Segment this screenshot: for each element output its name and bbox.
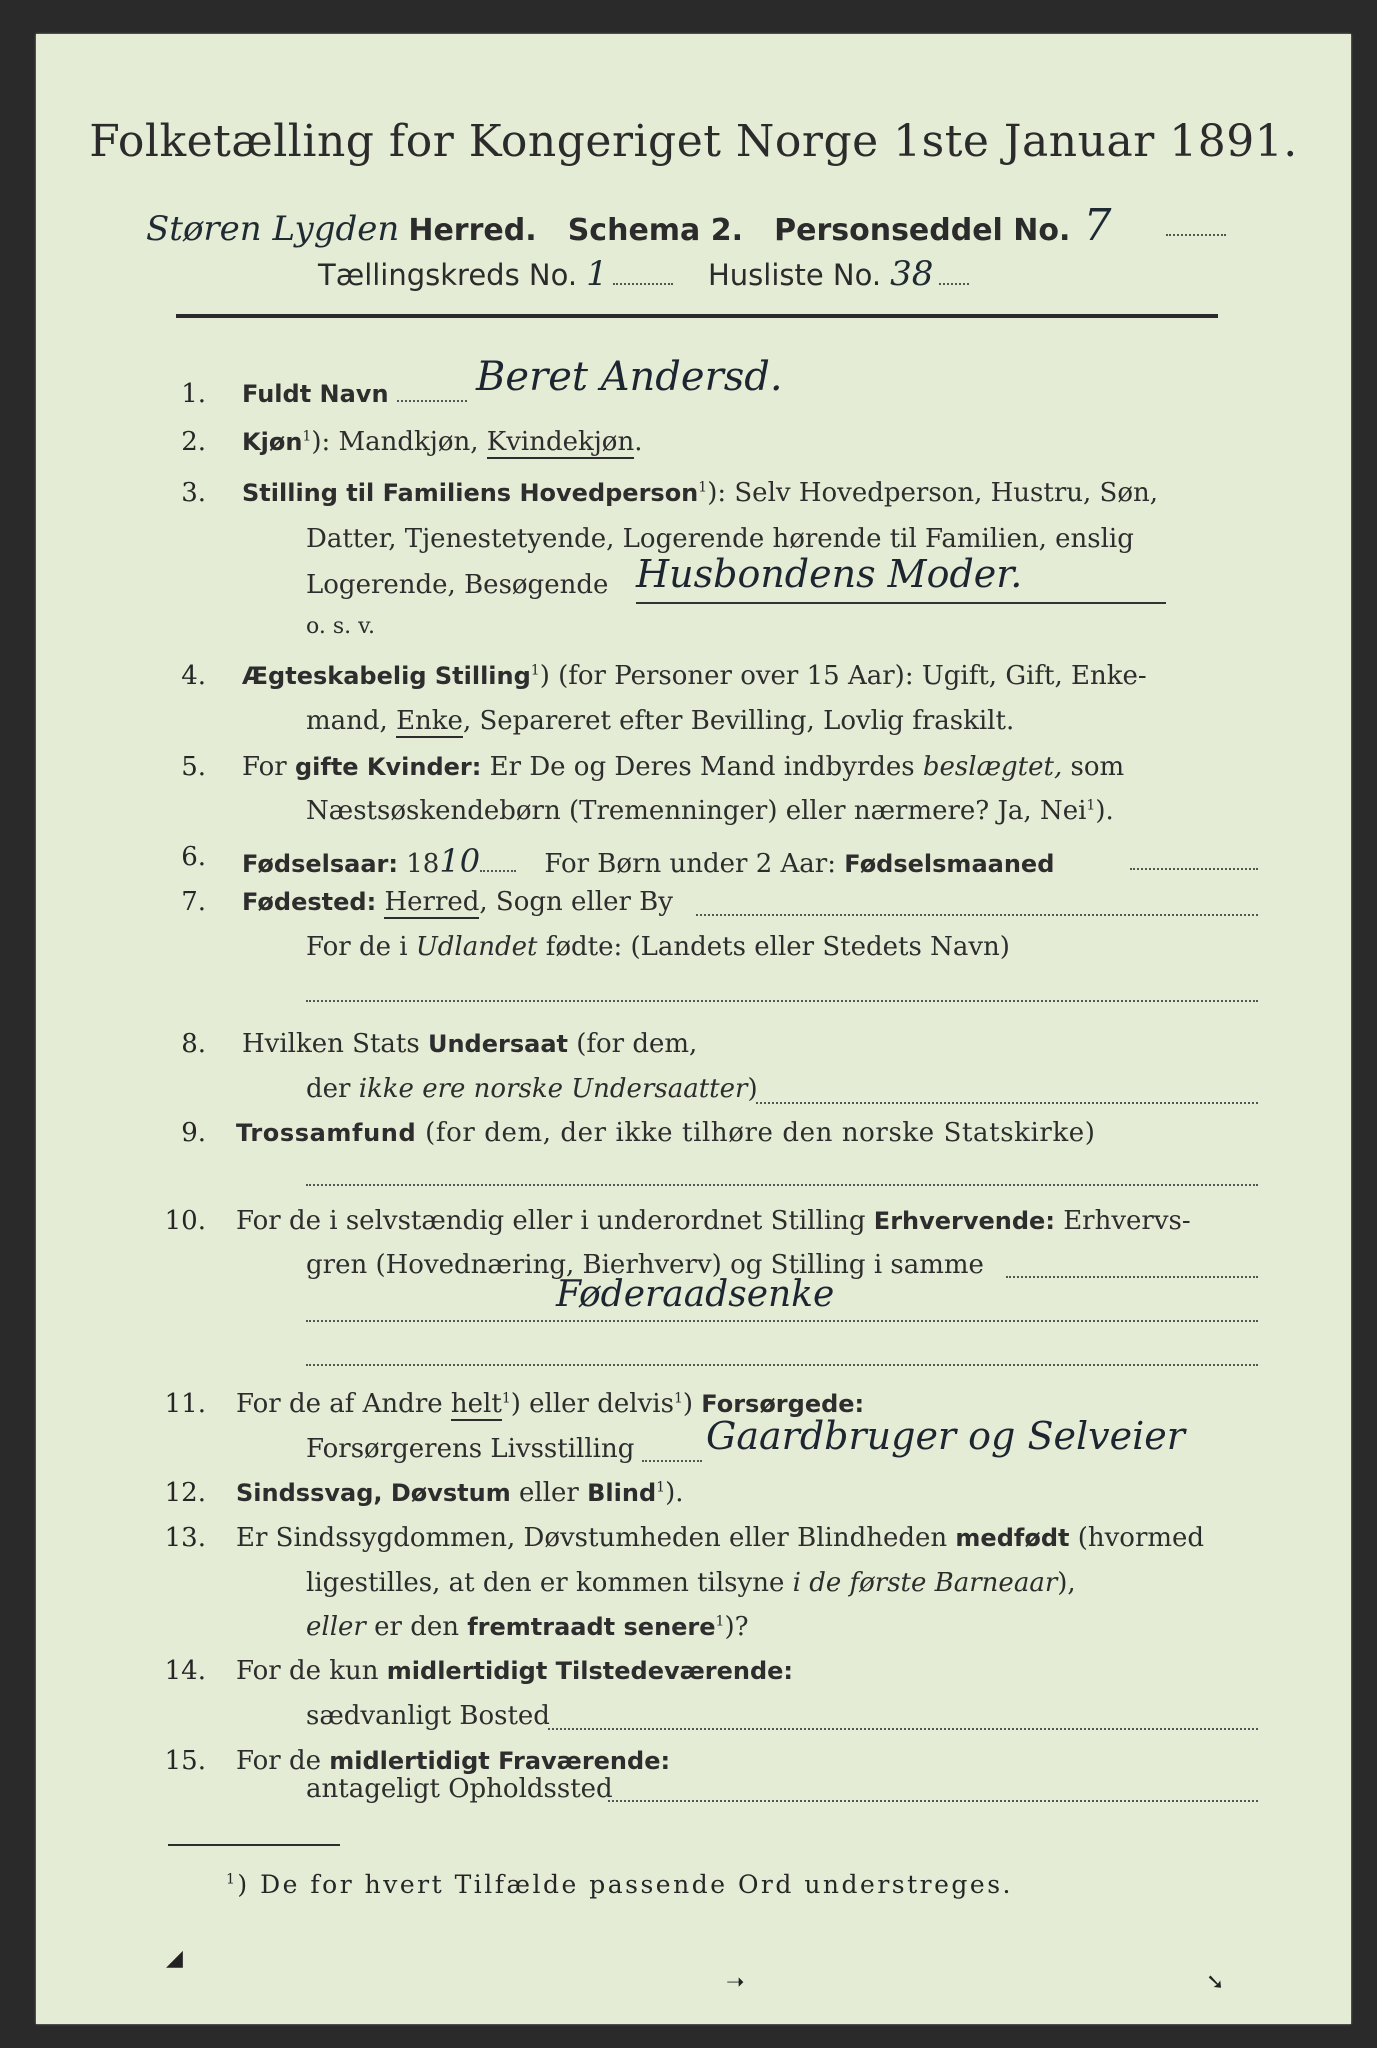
header-rule bbox=[176, 314, 1218, 318]
item-number: 8. bbox=[181, 1029, 206, 1059]
census-form bbox=[36, 34, 1351, 2024]
field-full-name bbox=[242, 379, 467, 409]
birthplace-line2: For de i Udlandet fødte: (Landets eller Stedets Navn) bbox=[306, 932, 1010, 962]
married-women-line2: Næstsøskendebørn (Tremenninger) eller nærmere? Ja, Nei$^1$). bbox=[306, 796, 1114, 826]
dependents-line2: Forsørgerens Livsstilling bbox=[306, 1434, 635, 1464]
header-line-herred bbox=[146, 200, 1112, 251]
footnote-rule bbox=[168, 1844, 340, 1846]
field-congenital: Er Sindssygdommen, Døvstumheden eller Blindheden medfødt (hvormed bbox=[236, 1523, 1205, 1553]
field-disability: Sindssvag, Døvstum eller Blind$^1$). bbox=[236, 1478, 684, 1508]
herred-value: Støren Lygden bbox=[146, 209, 400, 249]
field-marital-status: Ægteskabelig Stilling$^1$) (for Personer over 15 Aar): Ugift, Gift, Enke- bbox=[242, 661, 1147, 691]
pencil-mark: ➘ bbox=[1206, 1970, 1225, 1995]
family-position-underline bbox=[636, 602, 1166, 604]
item-number: 4. bbox=[181, 661, 206, 691]
family-position-line4: o. s. v. bbox=[306, 614, 375, 639]
birth-month-label: Fødselsmaaned bbox=[844, 850, 1055, 878]
religion-label: Trossamfund bbox=[236, 1119, 417, 1147]
birthplace-label: Fødested: bbox=[242, 888, 377, 916]
full-name-label: Fuldt Navn bbox=[242, 380, 389, 408]
provider-occupation-value: Gaardbruger og Selveier bbox=[706, 1414, 1185, 1458]
field-birth-year: Fødselsaar: 1810 For Børn under 2 Aar: Fødselsmaaned bbox=[242, 842, 1055, 880]
disability-label: Sindssvag, Døvstum bbox=[236, 1479, 511, 1507]
temporary-present-line2: sædvanligt Bosted bbox=[306, 1701, 550, 1731]
full-name-value: Beret Andersd. bbox=[476, 354, 783, 400]
item-number: 10. bbox=[164, 1206, 206, 1236]
marital-status-line2: mand, Enke, Separeret efter Bevilling, Lovlig fraskilt. bbox=[306, 706, 1015, 736]
husliste-value: 38 bbox=[890, 254, 934, 294]
schema-label: Schema 2. bbox=[567, 213, 744, 248]
family-position-value: Husbondens Moder. bbox=[636, 552, 1023, 596]
family-position-line3: Logerende, Besøgende bbox=[306, 570, 609, 600]
item-number: 14. bbox=[164, 1656, 206, 1686]
pencil-mark: ➝ bbox=[726, 1970, 745, 1995]
item-number: 12. bbox=[164, 1478, 206, 1508]
marital-status-selected: Enke bbox=[396, 706, 463, 736]
field-citizenship: Hvilken Stats Undersaat (for dem, bbox=[242, 1029, 698, 1059]
family-position-line2: Datter, Tjenestetyende, Logerende hørende til Familien, enslig bbox=[306, 524, 1134, 554]
item-number: 6. bbox=[181, 842, 206, 872]
field-married-women: For gifte Kvinder: Er De og Deres Mand indbyrdes beslægtet, som bbox=[242, 752, 1125, 782]
birthplace-selected: Herred bbox=[384, 887, 480, 917]
item-number: 2. bbox=[181, 427, 206, 457]
item-number: 7. bbox=[181, 887, 206, 917]
form-title: Folketælling for Kongeriget Norge 1ste Januar 1891. bbox=[89, 116, 1298, 167]
header-line-tellingskreds bbox=[318, 254, 969, 294]
occupation-value: Føderaadsenke bbox=[556, 1274, 835, 1315]
temporary-present-label: midlertidigt Tilstedeværende: bbox=[386, 1657, 794, 1685]
footnote: $^1$) De for hvert Tilfælde passende Ord understreges. bbox=[226, 1870, 1013, 1899]
tellingskreds-label: Tællingskreds No. bbox=[318, 258, 578, 292]
field-gender: Kjøn$^1$): Mandkjøn, Kvindekjøn. bbox=[242, 427, 643, 457]
husliste-label: Husliste No. bbox=[707, 258, 882, 292]
dependents-selected: helt bbox=[450, 1389, 502, 1419]
item-number: 9. bbox=[181, 1118, 206, 1148]
field-occupation: For de i selvstændig eller i underordnet Stilling Erhvervende: Erhvervs- bbox=[236, 1206, 1191, 1236]
personseddel-label: Personseddel No. bbox=[774, 213, 1071, 248]
item-number: 11. bbox=[164, 1389, 206, 1419]
herred-label: Herred. bbox=[408, 213, 537, 248]
personseddel-value: 7 bbox=[1083, 200, 1112, 251]
congenital-line2: ligestilles, at den er kommen tilsyne i de første Barneaar), bbox=[306, 1568, 1076, 1598]
field-dependents: For de af Andre helt$^1$) eller delvis$^1$) Forsørgede: bbox=[236, 1389, 865, 1419]
occupation-line2: gren (Hovednæring, Bierhverv) og Stilling i samme bbox=[306, 1250, 984, 1280]
field-temporary-absent: For de midlertidigt Fraværende: bbox=[236, 1746, 671, 1776]
birth-year-label: Fødselsaar: bbox=[242, 850, 398, 878]
gender-label: Kjøn bbox=[242, 428, 303, 456]
marital-status-label: Ægteskabelig Stilling bbox=[242, 662, 531, 690]
temporary-absent-line2: antageligt Opholdssted bbox=[306, 1774, 613, 1804]
field-family-position: Stilling til Familiens Hovedperson$^1$): Selv Hovedperson, Hustru, Søn, bbox=[242, 478, 1159, 508]
item-number: 13. bbox=[164, 1523, 206, 1553]
married-women-label: gifte Kvinder: bbox=[294, 753, 482, 781]
item-number: 15. bbox=[164, 1746, 206, 1776]
gender-selected: Kvindekjøn bbox=[486, 427, 635, 457]
citizenship-label: Undersaat bbox=[427, 1030, 568, 1058]
pencil-mark: ◢ bbox=[166, 1946, 183, 1971]
citizenship-line2: der ikke ere norske Undersaatter) bbox=[306, 1074, 758, 1104]
temporary-absent-label: midlertidigt Fraværende: bbox=[329, 1747, 671, 1775]
dependents-label: Forsørgede: bbox=[701, 1390, 865, 1418]
birth-year-value: 10 bbox=[439, 842, 481, 880]
personseddel-dots bbox=[1166, 234, 1226, 236]
field-temporary-present: For de kun midlertidigt Tilstedeværende: bbox=[236, 1656, 794, 1686]
congenital-label: medfødt bbox=[955, 1524, 1070, 1552]
field-birthplace: Fødested: Herred, Sogn eller By bbox=[242, 887, 673, 917]
tellingskreds-value: 1 bbox=[586, 254, 608, 294]
item-number: 1. bbox=[181, 379, 206, 409]
occupation-label: Erhvervende: bbox=[873, 1207, 1055, 1235]
item-number: 5. bbox=[181, 752, 206, 782]
item-number: 3. bbox=[181, 478, 206, 508]
field-religion: Trossamfund (for dem, der ikke tilhøre den norske Statskirke) bbox=[236, 1118, 1096, 1148]
family-position-label: Stilling til Familiens Hovedperson bbox=[242, 479, 699, 507]
congenital-line3: eller er den fremtraadt senere$^1$)? bbox=[306, 1612, 749, 1642]
